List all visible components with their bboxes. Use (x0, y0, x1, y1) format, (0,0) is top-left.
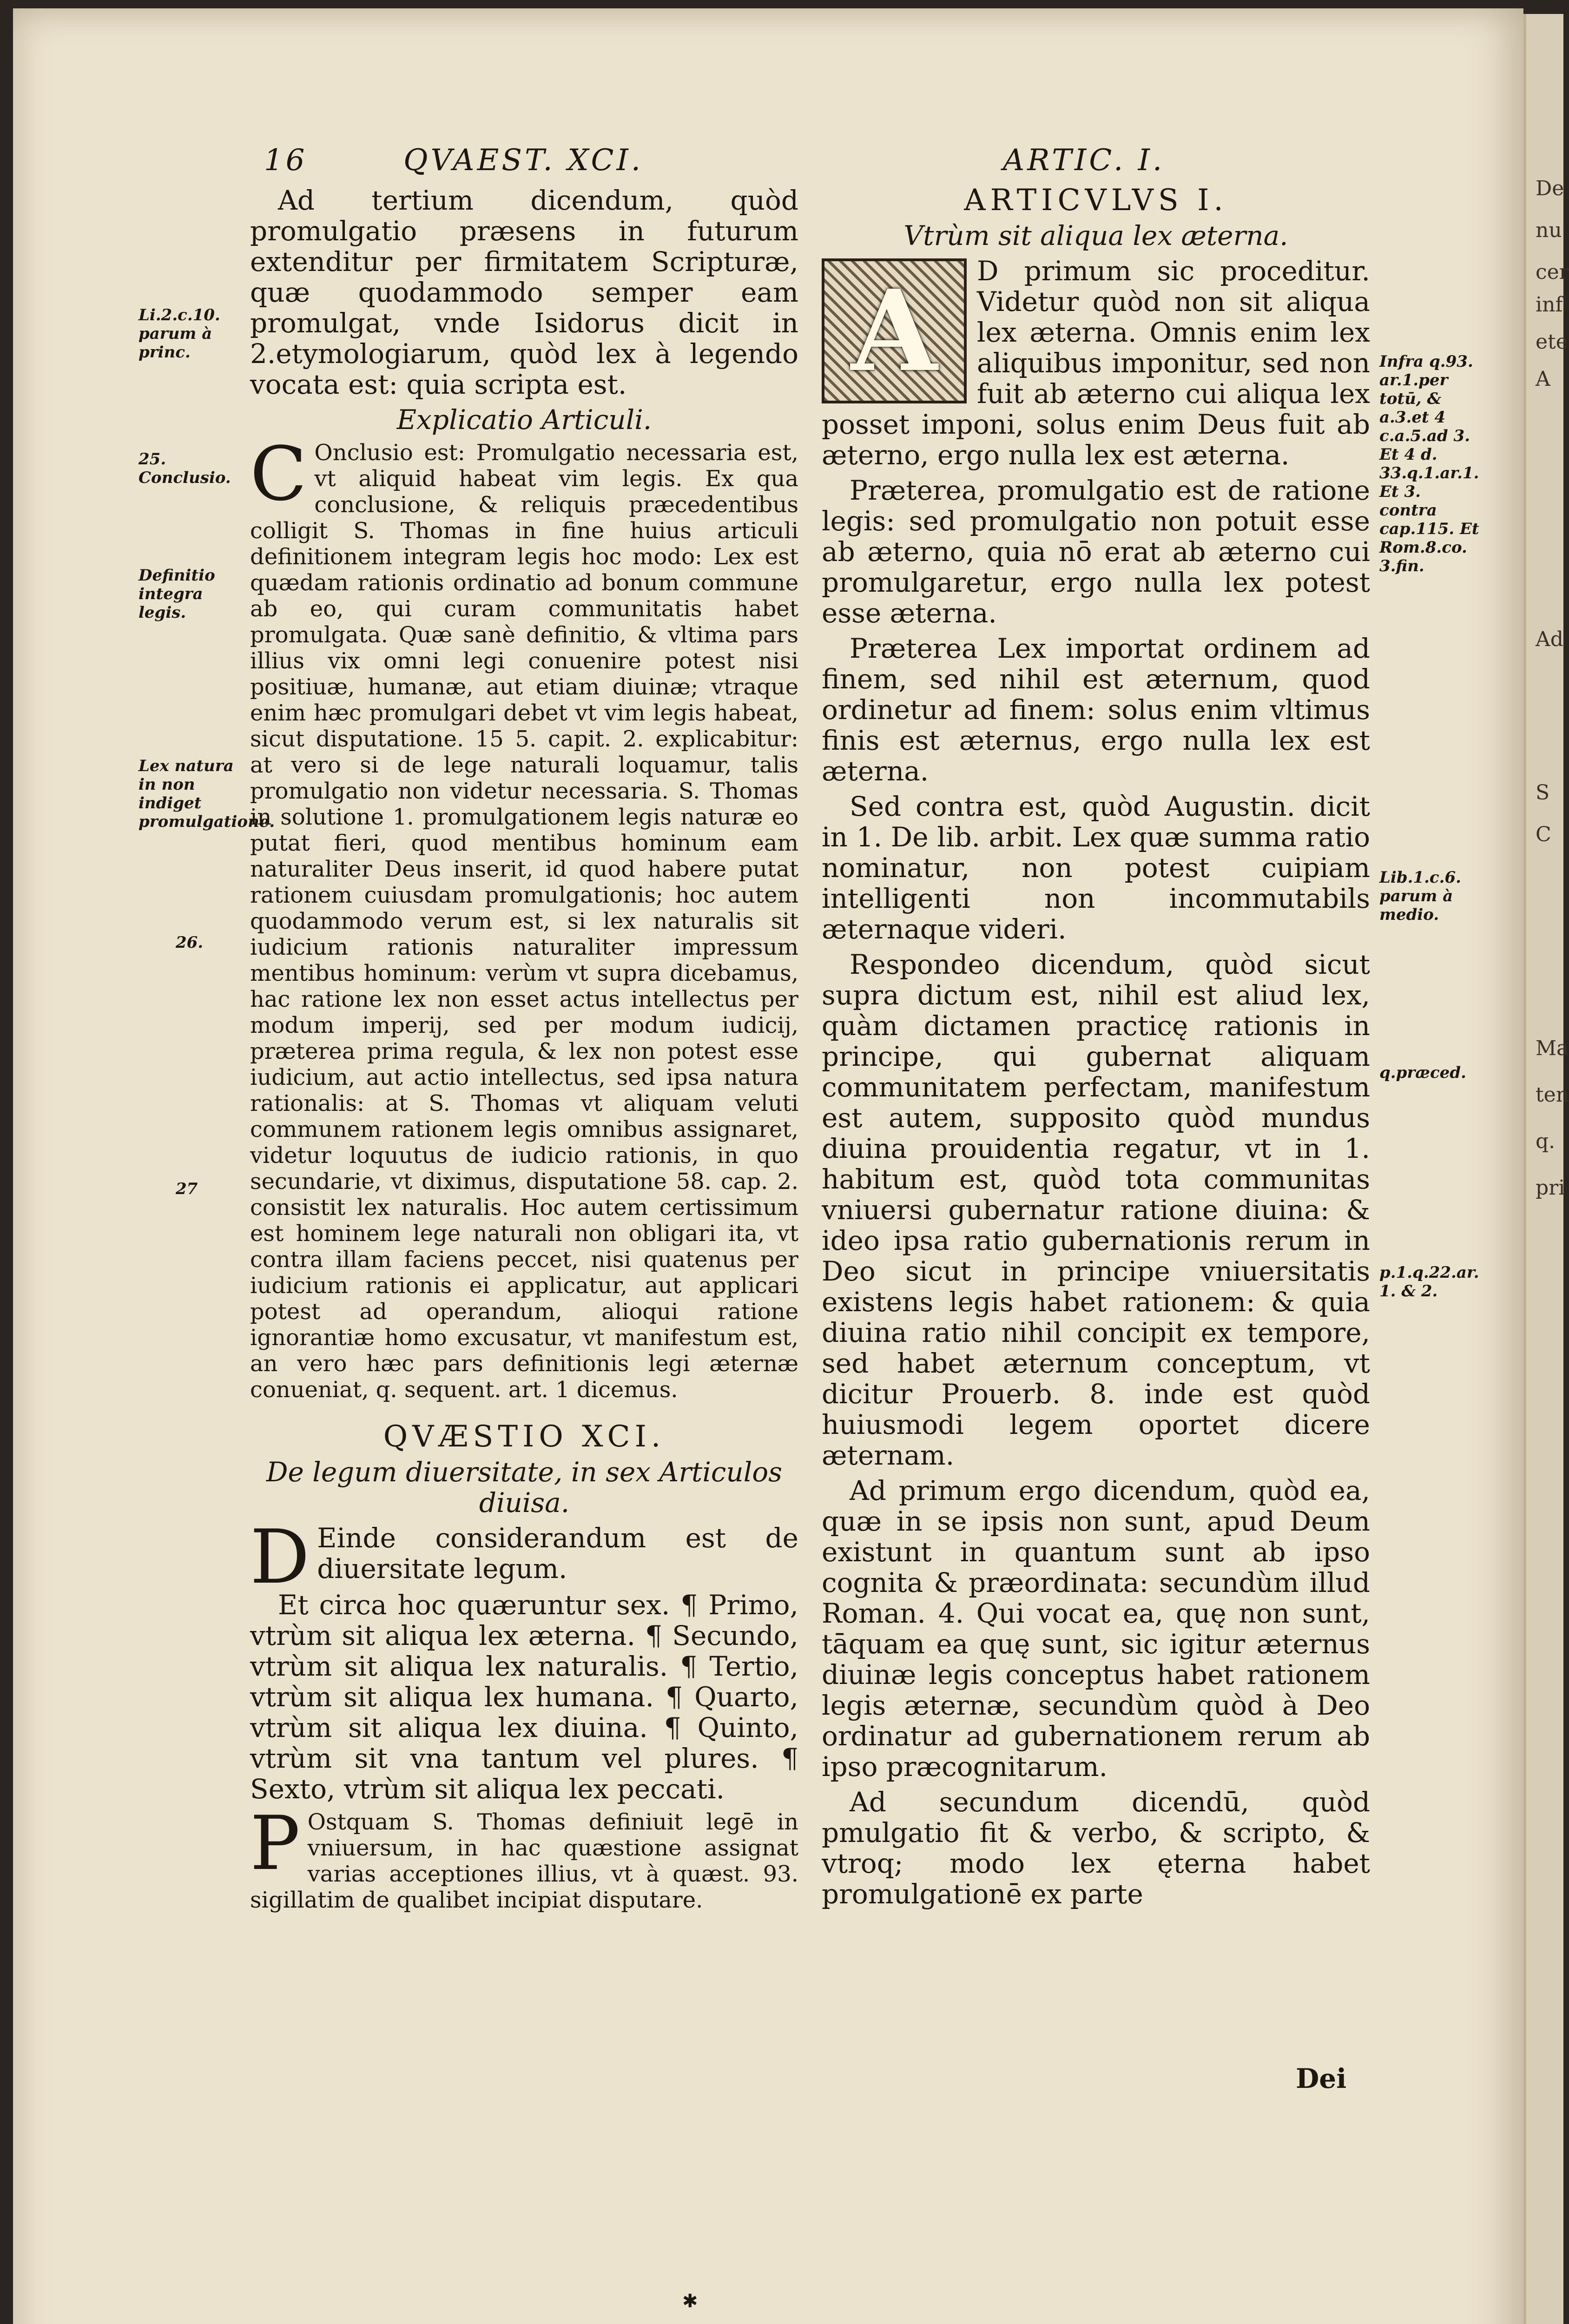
margin-note: q.præced. (1379, 1063, 1466, 1082)
book-page (13, 8, 1523, 2324)
paragraph: Præterea, promulgatio est de ratione legis: sed promulgatio non potuit esse ab æterno, quia nō erat ab æterno cui promulgaretur, ergo nulla lex potest esse æterna. (822, 475, 1370, 629)
margin-note: Li.2.c.10. parum à princ. (138, 306, 220, 362)
catchword: Dei (1296, 2063, 1347, 2094)
bottom-ornament: ✱ (682, 2291, 698, 2312)
paragraph: Onclusio est: Promulgatio necessaria est, vt aliquid habeat vim legis. Ex qua conclusione, & reliquis præcedentibus colligit S. Thomas in fine huius articuli definitionem integram legis hoc modo: Lex est quædam rationis ordinatio ad bonum commune ab eo, qui curam communitatis habet promulgata. Quæ sanè definitio, & vltima pars illius vix omni legi conuenire potest nisi positiuæ, humanæ, aut etiam diuinæ; vtraque enim hæc promulgari debet vt vim legis habeat, sicut disputatione. 15 5. capit. 2. explicabitur: at vero si de lege naturali loquamur, talis promulgatio non videtur necessaria. S. Thomas in solutione 1. promulgationem legis naturæ eo putat fieri, quod mentibus hominum eam naturaliter Deus inserit, id quod habere putat rationem cuiusdam promulgationis; hoc autem quodammodo verum est, si lex naturalis sit iudicium rationis naturaliter impressum mentibus hominum: verùm vt supra dicebamus, hac ratione lex non esset actus intellectus per modum imperij, sed per modum iudicij, præterea prima regula, & lex non potest esse iudicium, aut actio intellectus, sed ipsa natura rationalis: at S. Thomas vt aliquam veluti communem rationem legis omnibus assignaret, videtur loquutus de iudicio rationis, in quo secundarie, vt diximus, disputatione 58. cap. 2. consistit lex naturalis. Hoc autem certissimum est hominem lege naturali non obligari ita, vt contra illam faciens peccet, nisi quatenus per iudicium rationis ei applicatur, aut applicari potest ad operandum, alioqui ratione ignorantiæ homo excusatur, vt manifestum est, an vero hæc pars definitionis legi æternæ conueniat, q. sequent. art. 1 dicemus. (250, 440, 798, 1403)
left-running-title: QVAEST. XCI. (403, 143, 644, 178)
margin-note: 26. (176, 933, 204, 952)
paragraph: Einde considerandum est de diuersitate legum. (317, 1522, 798, 1585)
right-column (822, 185, 1370, 1914)
articulus-heading: ARTICVLVS I. (964, 183, 1228, 218)
quaestio-subheading: De legum diuersitate, in sex Articulos diuisa. (266, 1456, 782, 1519)
ornamental-initial: A (822, 258, 967, 403)
left-column (250, 185, 798, 1918)
paragraph: D primum sic proceditur. Videtur quòd non sit aliqua lex æterna. Omnis enim lex aliquibus imponitur, sed non fuit ab æterno cui aliqua lex posset imponi, solus enim Deus fuit ab æterno, ergo nulla lex est æterna. (822, 255, 1370, 471)
section-heading: Explicatio Articuli. (396, 404, 652, 436)
paragraph: Sed contra est, quòd Augustin. dicit in 1. De lib. arbit. Lex quæ summa ratio nominatur, non potest cuipiam intelligenti non incommutabils æternaque videri. (822, 791, 1370, 945)
paragraph: Ad secundum dicendū, quòd pmulgatio fit & verbo, & scripto, & vtroq; modo lex ęterna habet promulgationē ex parte (822, 1786, 1370, 1910)
margin-note: Lib.1.c.6. parum à medio. (1379, 868, 1461, 924)
drop-cap: C (250, 430, 307, 517)
paragraph: Respondeo dicendum, quòd sicut supra dictum est, nihil est aliud lex, quàm dictamen practicę rationis in principe, qui gubernat aliquam communitatem perfectam, manifestum est autem, supposito quòd mundus diuina prouidentia regatur, vt in 1. habitum est, quòd tota communitas vniuersi gubernatur ratione diuina: & ideo ipsa ratio gubernationis rerum in Deo sicut in principe vniuersitatis existens legis habet rationem: & quia diuina ratio nihil concipit ex tempore, sed habet æternum conceptum, vt dicitur Prouerb. 8. inde est quòd huiusmodi legem oportet dicere æternam. (822, 949, 1370, 1471)
paragraph: Præterea Lex importat ordinem ad finem, sed nihil est æternum, quod ordinetur ad finem: solus enim vltimus finis est æternus, ergo nulla lex est æterna. (822, 633, 1370, 787)
margin-note: p.1.q.22.ar. 1. & 2. (1379, 1263, 1479, 1301)
quaestio-heading: QVÆSTIO XCI. (383, 1419, 666, 1454)
margin-note: 25. Conclusio. (138, 450, 231, 487)
paragraph: Et circa hoc quæruntur sex. ¶ Primo, vtrùm sit aliqua lex æterna. ¶ Secundo, vtrùm sit aliqua lex naturalis. ¶ Tertio, vtrùm sit aliqua lex humana. ¶ Quarto, vtrùm sit aliqua lex diuina. ¶ Quinto, vtrùm sit vna tantum vel plures. ¶ Sexto, vtrùm sit aliqua lex peccati. (250, 1589, 798, 1805)
paragraph: Ad primum ergo dicendum, quòd ea, quæ in se ipsis non sunt, apud Deum existunt in quantum sunt ab ipso cognita & præordinata: secundùm illud Roman. 4. Qui vocat ea, quę non sunt, tāquam ea quę sunt, sic igitur æternus diuinæ legis conceptus habet rationem legis æternæ, secundùm quòd à Deo ordinatur ad gubernationem rerum ab ipso præcognitarum. (822, 1475, 1370, 1783)
paragraph: Ostquam S. Thomas definiuit legē in vniuersum, in hac quæstione assignat varias acceptiones illius, vt à quæst. 93. sigillatim de qualibet incipiat disputare. (250, 1809, 798, 1913)
paragraph: Ad tertium dicendum, quòd promulgatio præsens in futurum extenditur per firmitatem Scripturæ, quæ quodammodo semper eam promulgat, vnde Isidorus dicit in 2.etymologiarum, quòd lex à legendo vocata est: quia scripta est. (250, 185, 798, 400)
drop-cap: P (250, 1800, 300, 1887)
margin-note: Definitio integra legis. (138, 566, 215, 622)
page-number: 16 (264, 143, 308, 178)
margin-note: Infra q.93. ar.1.per totū, & a.3.et 4 c.a.5.ad 3. Et 4 d. 33.q.1.ar.1. Et 3. contra cap.115. Et Rom.8.co. 3.fin. (1379, 352, 1479, 575)
margin-note: 27 (176, 1180, 198, 1198)
right-running-title: ARTIC. I. (1003, 143, 1165, 178)
next-page-edge: De nu cer inf ete A Ad S C Ma ten q. pri (1523, 14, 1563, 2324)
drop-cap: D (250, 1513, 310, 1600)
articulus-question: Vtrùm sit aliqua lex æterna. (903, 220, 1288, 251)
margin-note: Lex natura in non indiget promulgatione. (138, 757, 275, 831)
